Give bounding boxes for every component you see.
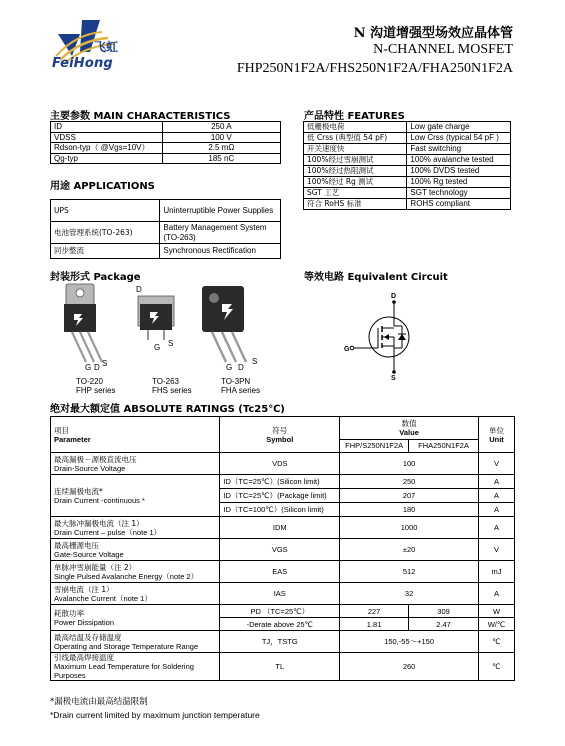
table-row [51,517,515,539]
unit-cell: ℃ [479,653,515,681]
features-heading: 产品特性 FEATURES [304,111,405,122]
table-row [51,475,515,489]
unit-cell: W/℃ [479,618,515,631]
symbol-cell: TJ，TSTG [220,631,340,653]
unit-cell: A [479,517,515,539]
param-cell: 单脉冲雪崩能量（注 2） Single Pulsed Avalanche Energy（note 2） [51,561,220,583]
table-row [51,561,515,583]
symbol-cell: ID（TC=25℃）(Silicon limit) [220,475,340,489]
value-cell: 512 [340,561,479,583]
mosfet-circuit-diagram [342,290,422,382]
ratings-heading: 绝对最大额定值 ABSOLUTE RATINGS (Tc25℃) [50,404,285,415]
unit-cell: ℃ [479,631,515,653]
to3pn-package-image [192,282,272,372]
feature-cn: SGT 工艺 [304,188,407,199]
pin-d-label: D [238,363,244,372]
main-char-table [50,121,281,164]
symbol-cell: -Derate above 25℃ [220,618,340,631]
value-cell: 32 [340,583,479,605]
to3pn-series: FHA series [221,386,261,395]
table-row [304,155,511,166]
package-heading: 封装形式 Package [50,272,141,283]
to263-name: TO-263 [152,377,179,386]
app-cn: 电池管理系统(TO-263) [51,222,160,244]
table-row [51,631,515,653]
table-row [51,453,515,475]
symbol-cell: IAS [220,583,340,605]
circuit-g-label: G [344,346,350,353]
table-row [304,166,511,177]
unit-cell: A [479,489,515,503]
unit-cell: V [479,539,515,561]
pin-g-label: G [154,343,161,352]
value-cell: 100 V [162,132,280,143]
value-cell: 260 [340,653,479,681]
applications-heading: 用途 APPLICATIONS [50,181,155,192]
param-cell: 最高栅源电压 Gate-Source Voltage [51,539,220,561]
param-cell: 连续漏极电流* Drain Current -continuous * [51,475,220,517]
to263-package-image [128,282,188,372]
symbol-cell: IDM [220,517,340,539]
feature-cn: 低 Crss (典型值 54 pF) [304,133,407,144]
value-cell: 180 [340,503,479,517]
features-table [303,121,511,210]
value-cell: 1.81 [340,618,409,631]
value-cell: 207 [340,489,479,503]
to220-series: FHP series [76,386,116,395]
value-cell: 250 A [162,122,280,133]
app-cn: 同步整流 [51,244,160,259]
title-cn: N 沟道增强型场效应晶体管 [353,26,513,41]
table-row [304,188,511,199]
feature-cn: 低栅极电荷 [304,122,407,133]
header-param: 项目 Parameter [51,417,220,453]
symbol-cell: PD （TC=25℃） [220,605,340,618]
value-cell: ±20 [340,539,479,561]
app-cn: UPS [51,200,160,222]
param-cell: Qg-typ [51,153,163,164]
value-cell: 185 nC [162,153,280,164]
symbol-cell: ID（TC=100℃）(Silicon limit) [220,503,340,517]
value-cell: 309 [409,605,479,618]
table-row [51,153,281,164]
to3pn-name: TO-3PN [221,377,251,386]
value-cell: 250 [340,475,479,489]
table-row [51,122,281,133]
unit-cell: A [479,503,515,517]
table-row [304,122,511,133]
feature-cn: 100%经过热阻测试 [304,166,407,177]
pin-g-label: G [85,363,92,372]
circuit-heading: 等效电路 Equivalent Circuit [304,272,448,283]
pin-s-label: S [168,339,174,348]
table-row [51,605,515,618]
circuit-s-label: S [391,375,396,382]
param-cell: 耗散功率 Power Dissipation [51,605,220,631]
to220-name: TO-220 [76,377,103,386]
table-row [51,244,281,259]
feature-en: 100% Rg tested [407,177,511,188]
value-cell: 150,-55～+150 [340,631,479,653]
ratings-table [50,416,515,681]
pin-s-label: S [252,357,258,366]
to220-package-image [52,282,132,372]
feature-en: Low Crss (typical 54 pF ) [407,133,511,144]
circuit-d-label: D [391,293,397,300]
table-row [51,132,281,143]
param-cell: 最高漏极－源极直流电压 Drain-Source Voltage [51,453,220,475]
table-row [51,583,515,605]
param-cell: 雪崩电流（注 1） Avalanche Current（note 1） [51,583,220,605]
param-cell: 最高结温及存储温度 Operating and Storage Temperature Range [51,631,220,653]
table-row [51,539,515,561]
symbol-cell: ID（TC=25℃）(Package limit) [220,489,340,503]
table-row [51,200,281,222]
symbol-cell: TL [220,653,340,681]
feature-en: SGT technology [407,188,511,199]
param-cell: VDSS [51,132,163,143]
table-row [304,133,511,144]
feature-cn: 100%经过 Rg 测试 [304,177,407,188]
unit-cell: W [479,605,515,618]
feature-cn: 100%经过雪崩测试 [304,155,407,166]
pin-g-label: G [226,363,233,372]
app-en: Uninterruptible Power Supplies [160,200,281,222]
header-value-col1: FHP/S250N1F2A [340,439,409,452]
pin-d-label: D [136,285,142,294]
header-value-col2: FHA250N1F2A [409,439,479,452]
feature-cn: 符合 RoHS 标准 [304,199,407,210]
feature-en: 100% avalanche tested [407,155,511,166]
feature-en: 100% DVDS tested [407,166,511,177]
table-row [304,177,511,188]
table-row [304,199,511,210]
feature-cn: 开关速度快 [304,144,407,155]
table-row [51,222,281,244]
logo-brand-text: FeiHong [52,56,113,71]
main-char-heading: 主要参数 MAIN CHARACTERISTICS [50,111,231,122]
app-en: Synchronous Rectification [160,244,281,259]
title-en: N-CHANNEL MOSFET [373,42,513,57]
to263-series: FHS series [152,386,192,395]
param-cell: 最大脉冲漏极电流（注 1） Drain Current – pulse（note 1） [51,517,220,539]
header-symbol: 符号 Symbol [220,417,340,453]
unit-cell: A [479,475,515,489]
table-row [51,653,515,681]
pin-d-label: D [94,363,100,372]
applications-table [50,199,281,259]
value-cell: 2.5 mΩ [162,143,280,154]
symbol-cell: VDS [220,453,340,475]
header-unit: 单位 Unit [479,417,515,453]
table-row [304,144,511,155]
footnote-en: *Drain current limited by maximum junction temperature [50,710,260,720]
feature-en: ROHS compliant [407,199,511,210]
value-cell: 1000 [340,517,479,539]
unit-cell: V [479,453,515,475]
param-cell: ID [51,122,163,133]
pin-s-label: S [102,359,108,368]
logo-cn-text: 飞虹 [94,40,119,54]
value-cell: 227 [340,605,409,618]
feature-en: Fast switching [407,144,511,155]
param-cell: 引线最高焊接温度 Maximum Lead Temperature for Soldering Purposes [51,653,220,681]
value-cell: 2.47 [409,618,479,631]
unit-cell: mJ [479,561,515,583]
footnote-cn: *漏极电流由最高结温限制 [50,697,148,707]
value-cell: 100 [340,453,479,475]
symbol-cell: VGS [220,539,340,561]
symbol-cell: EAS [220,561,340,583]
header-value: 数值 Value [340,417,479,440]
app-en: Battery Management System (TO-263) [160,222,281,244]
feature-en: Low gate charge [407,122,511,133]
unit-cell: A [479,583,515,605]
part-numbers: FHP250N1F2A/FHS250N1F2A/FHA250N1F2A [236,61,513,76]
param-cell: Rdson-typ（ @Vgs=10V） [51,143,163,154]
table-row [51,143,281,154]
